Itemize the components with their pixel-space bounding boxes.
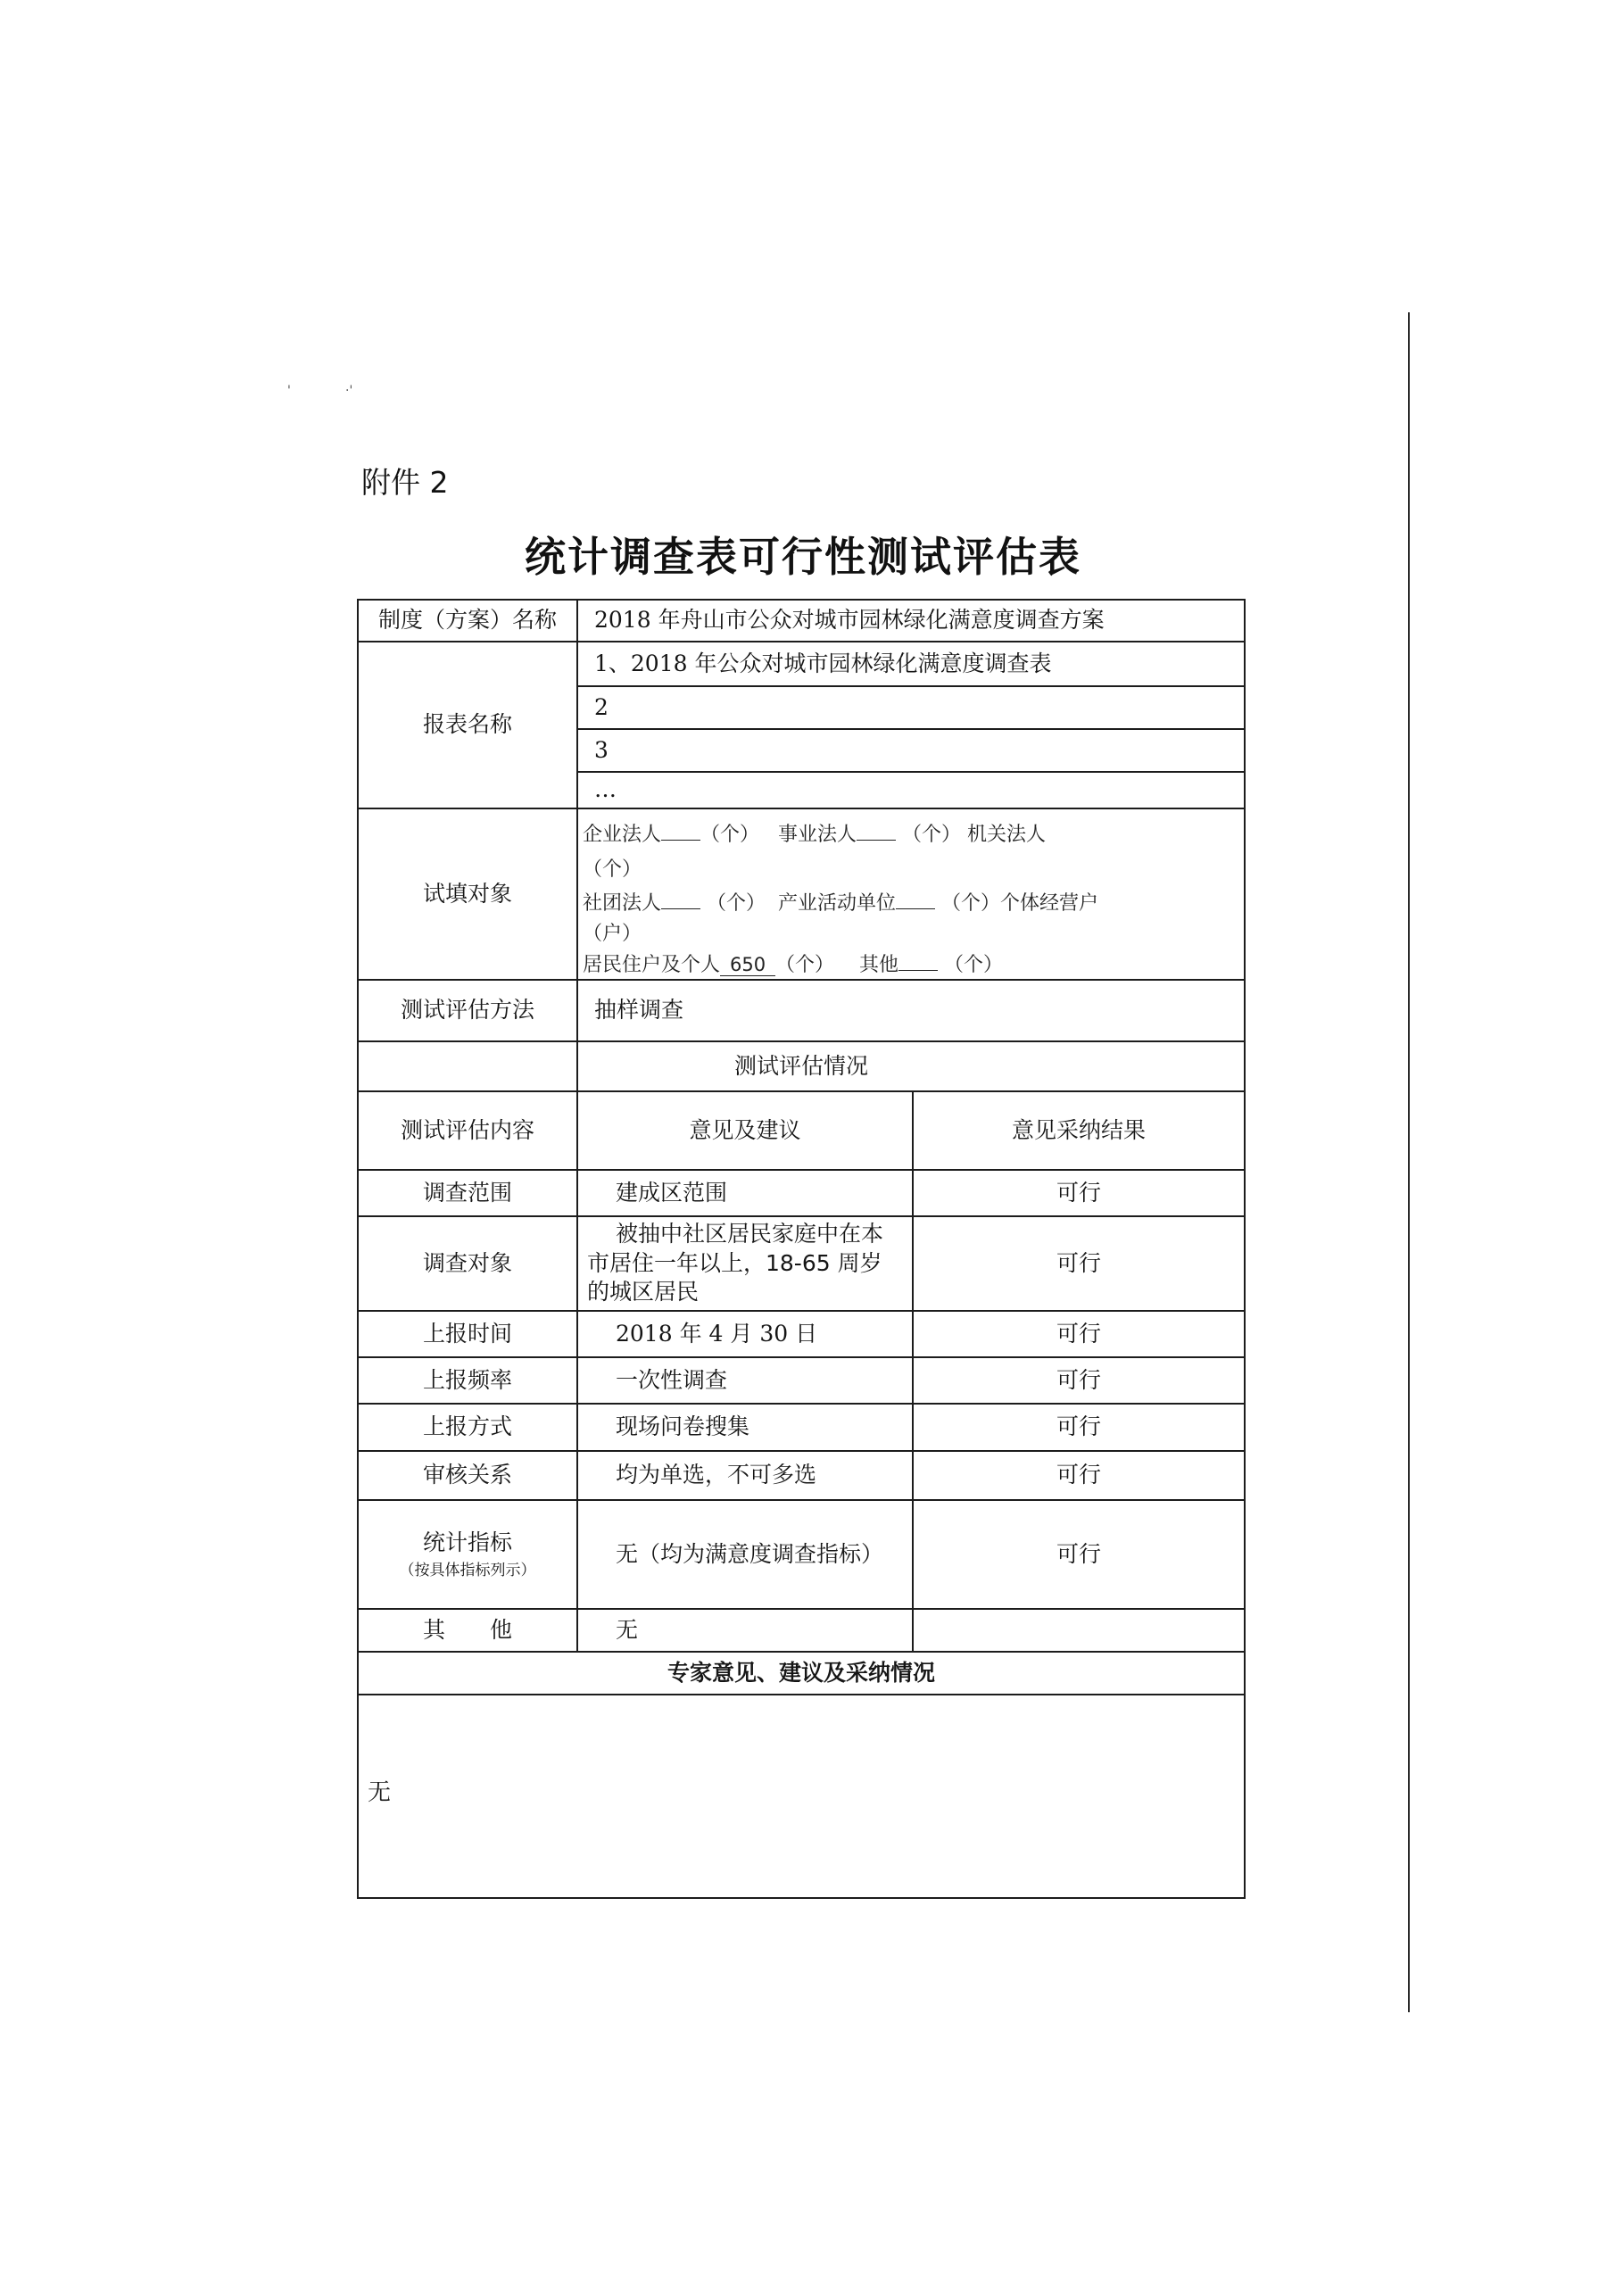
expert-section-title: 专家意见、建议及采纳情况 [667, 1659, 935, 1686]
unit-label: （户） [583, 923, 642, 945]
trial-subjects-line-5 [583, 949, 1003, 977]
report-name-item: … [594, 776, 617, 803]
eval-result: 可行 [1056, 1249, 1101, 1276]
eval-result: 可行 [1056, 1540, 1101, 1567]
eval-opinion: 均为单选，不可多选 [616, 1462, 817, 1488]
individual-business-label: （个）个体经营户 [941, 892, 1099, 915]
enterprise-label: 企业法人 [583, 824, 662, 846]
trial-subjects-line-4 [583, 918, 642, 946]
industry-unit-count-field[interactable] [896, 891, 935, 909]
report-name-item: 3 [594, 736, 609, 763]
eval-opinion: 一次性调查 [616, 1366, 728, 1393]
eval-result [914, 1610, 1244, 1651]
eval-result: 可行 [1056, 1413, 1101, 1440]
method-label: 测试评估方法 [400, 997, 534, 1024]
report-name-item: 1、2018 年公众对城市园林绿化满意度调查表 [594, 650, 1052, 676]
eval-item: 上报方式 [422, 1413, 512, 1440]
unit-label: （个） [707, 892, 766, 915]
column-header-result: 意见采纳结果 [1011, 1116, 1146, 1143]
column-header-content: 测试评估内容 [400, 1116, 534, 1143]
eval-opinion: 无（均为满意度调查指标） [616, 1540, 884, 1567]
unit-label: （个） [700, 824, 760, 846]
eval-result: 可行 [1056, 1179, 1101, 1206]
eval-opinion: 现场问卷搜集 [616, 1413, 750, 1440]
eval-result: 可行 [1056, 1366, 1101, 1393]
trial-subjects-label: 试填对象 [422, 880, 512, 907]
eval-result: 可行 [1056, 1320, 1101, 1347]
other-count-field[interactable] [898, 952, 938, 971]
scan-speck: ·' [345, 384, 353, 398]
system-name-label: 制度（方案）名称 [377, 607, 557, 634]
eval-item: 调查范围 [422, 1179, 512, 1206]
method-value: 抽样调查 [594, 997, 684, 1024]
government-label: 机关法人 [967, 824, 1047, 846]
attachment-label: 附件 2 [361, 465, 449, 500]
industry-unit-label: 产业活动单位 [778, 892, 897, 915]
eval-opinion: 建成区范围 [616, 1179, 728, 1206]
eval-item: 统计指标 [422, 1529, 512, 1555]
institution-label: 事业法人 [778, 824, 857, 846]
eval-item: 调查对象 [422, 1249, 512, 1276]
document-title: 统计调查表可行性测试评估表 [525, 533, 1081, 581]
residents-count-field[interactable]: 650 [720, 954, 775, 976]
column-header-opinion: 意见及建议 [689, 1116, 801, 1143]
eval-item-indicators [359, 1501, 576, 1608]
eval-item: 上报频率 [422, 1366, 512, 1393]
eval-opinion: 无 [616, 1616, 639, 1643]
institution-count-field[interactable] [857, 822, 896, 841]
social-org-label: 社团法人 [583, 892, 662, 915]
trial-subjects-line-3 [583, 888, 1098, 916]
scan-speck: ' [287, 384, 291, 398]
eval-item: 上报时间 [422, 1320, 512, 1347]
unit-label: （个） [775, 954, 835, 976]
eval-result: 可行 [1056, 1462, 1101, 1488]
system-name-value: 2018 年舟山市公众对城市园林绿化满意度调查方案 [594, 607, 1105, 634]
enterprise-count-field[interactable] [661, 822, 700, 841]
other-label: 其他 [859, 954, 899, 976]
eval-item-note: （按具体指标列示） [399, 1562, 536, 1580]
report-name-item: 2 [594, 693, 609, 720]
residents-label: 居民住户及个人 [583, 954, 721, 976]
social-org-count-field[interactable] [661, 891, 700, 909]
eval-opinion: 2018 年 4 月 30 日 [616, 1320, 818, 1347]
evaluation-section-title: 测试评估情况 [733, 1052, 868, 1079]
expert-content: 无 [368, 1779, 392, 1806]
scan-edge-line [1408, 312, 1410, 2012]
row-divider [357, 1694, 1246, 1695]
unit-label: （个） [944, 954, 1004, 976]
eval-opinion: 被抽中社区居民家庭中在本市居住一年以上，18-65 周岁的城区居民 [587, 1221, 884, 1305]
eval-item: 其 他 [422, 1616, 512, 1643]
trial-subjects-line-1 [583, 819, 1046, 847]
eval-item: 审核关系 [422, 1462, 512, 1488]
unit-label: （个） [902, 824, 962, 846]
trial-subjects-line-2 [583, 854, 642, 882]
unit-label: （个） [583, 858, 642, 881]
report-names-label: 报表名称 [422, 711, 512, 738]
